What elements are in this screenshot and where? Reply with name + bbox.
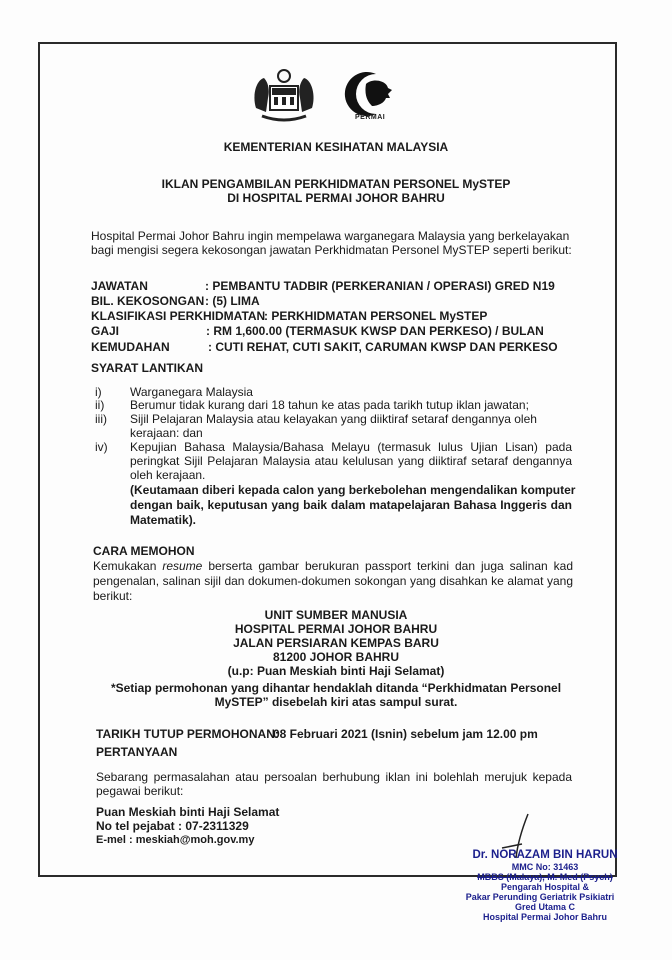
detail-label-klasifikasi: KLASIFIKASI PERKHIDMATAN — [91, 309, 266, 323]
signatory-position: Pengarah Hospital & — [500, 882, 590, 892]
cara-line2: pengenalan, salinan sijil dan dokumen-dokumen sokongan yang disahkan ke alamat yang — [93, 574, 573, 588]
address-line1: UNIT SUMBER MANUSIA — [264, 608, 408, 622]
notice-line1: *Setiap permohonan yang dihantar hendaklah ditanda “Perkhidmatan Personel — [110, 681, 562, 695]
permai-logo-text: PERMAI — [355, 114, 386, 121]
signatory-mmc: MMC No: 31463 — [511, 862, 579, 872]
closing-value: 08 Februari 2021 (Isnin) sebelum jam 12.00 pm — [273, 727, 538, 741]
intro-line1: Hospital Permai Johor Bahru ingin mempelawa warganegara Malaysia yang berkelayakan — [91, 229, 570, 243]
detail-label-gaji: GAJI — [91, 324, 120, 338]
address-line4: 81200 JOHOR BAHRU — [272, 650, 400, 664]
syarat-note-line3: Matematik). — [130, 513, 197, 527]
intro-line2: bagi mengisi segera kekosongan jawatan Perkhidmatan Personel MySTEP seperti berikut: — [91, 243, 572, 257]
ad-title-line2: DI HOSPITAL PERMAI JOHOR BAHRU — [227, 191, 445, 205]
syarat-note-line1: (Keutamaan diberi kepada calon yang berkebolehan mengendalikan komputer — [130, 483, 576, 497]
contact-phone: No tel pejabat : 07-2311329 — [96, 819, 249, 833]
signatory-grade: Gred Utama C — [514, 902, 576, 912]
ministry-heading: KEMENTERIAN KESIHATAN MALAYSIA — [223, 140, 449, 154]
signatory-hospital: Hospital Permai Johor Bahru — [482, 912, 608, 922]
syarat-item-4-line1: Kepujian Bahasa Malaysia/Bahasa Melayu (termasuk lulus Ujian Lisan) pada — [130, 440, 572, 454]
cara-line1-em: resume — [162, 559, 203, 573]
detail-value-kekosongan: : (5) LIMA — [205, 294, 260, 308]
syarat-item-4-line3: oleh kerajaan. — [130, 468, 206, 482]
detail-value-klasifikasi: : PERKHIDMATAN PERSONEL MySTEP — [264, 309, 488, 323]
syarat-heading: SYARAT LANTIKAN — [91, 361, 204, 375]
pertanyaan-line2: pegawai berikut: — [96, 784, 184, 798]
address-line3: JALAN PERSIARAN KEMPAS BARU — [233, 636, 439, 650]
syarat-item-1: Warganegara Malaysia — [130, 385, 253, 399]
syarat-num-4: iv) — [95, 440, 108, 454]
pertanyaan-line1: Sebarang permasalahan atau persoalan berhubung iklan ini bolehlah merujuk kepada — [96, 770, 572, 784]
syarat-note-line2: dengan baik, keputusan yang baik dalam matapelajaran Bahasa Inggeris dan — [130, 498, 572, 512]
syarat-item-3-line1: Sijil Pelajaran Malaysia atau kelayakan yang diiktiraf setaraf dengannya oleh — [130, 412, 537, 426]
syarat-item-4-line2: peringkat Sijil Pelajaran Malaysia atau kelulusan yang diiktiraf setaraf dengannya — [130, 454, 572, 468]
pertanyaan-heading: PERTANYAAN — [96, 745, 178, 759]
detail-label-kemudahan: KEMUDAHAN — [91, 340, 170, 354]
address-line5: (u.p: Puan Meskiah binti Haji Selamat) — [227, 664, 445, 678]
ad-title-line1: IKLAN PENGAMBILAN PERKHIDMATAN PERSONEL MySTEP — [161, 177, 511, 191]
detail-value-gaji: : RM 1,600.00 (TERMASUK KWSP DAN PERKESO) / BULAN — [206, 324, 544, 338]
signatory-qualification: MBBS (Malaya), M. Med (Psych) — [477, 872, 613, 882]
cara-line1-pre: Kemukakan — [93, 559, 163, 573]
closing-label: TARIKH TUTUP PERMOHONAN: — [96, 727, 279, 741]
cara-line3: berikut: — [93, 589, 133, 603]
detail-value-kemudahan: : CUTI REHAT, CUTI SAKIT, CARUMAN KWSP DAN PERKESO — [208, 340, 558, 354]
syarat-num-2: ii) — [95, 398, 105, 412]
syarat-item-3-line2: kerajaan: dan — [130, 426, 203, 440]
detail-value-jawatan: : PEMBANTU TADBIR (PERKERANIAN / OPERASI) GRED N19 — [205, 279, 555, 293]
coat-of-arms-icon — [250, 68, 318, 124]
syarat-num-3: iii) — [95, 412, 107, 426]
cara-line1 — [93, 560, 573, 573]
contact-email: E-mel : meskiah@moh.gov.my — [96, 834, 255, 846]
signatory-specialty: Pakar Perunding Geriatrik Psikiatri — [465, 892, 615, 902]
cara-heading: CARA MEMOHON — [93, 544, 195, 558]
signatory-name: Dr. NORAZAM BIN HARUN — [472, 849, 618, 861]
address-line2: HOSPITAL PERMAI JOHOR BAHRU — [234, 622, 438, 636]
contact-name: Puan Meskiah binti Haji Selamat — [96, 805, 280, 819]
syarat-num-1: i) — [95, 385, 102, 399]
detail-label-jawatan: JAWATAN — [91, 279, 148, 293]
notice-line2: MySTEP” disebelah kiri atas sampul surat. — [214, 695, 458, 709]
detail-label-kekosongan: BIL. KEKOSONGAN — [91, 294, 205, 308]
cara-line1-post: berserta gambar berukuran passport terkini dan juga salinan kad — [202, 559, 573, 573]
syarat-item-2: Berumur tidak kurang dari 18 tahun ke atas pada tarikh tutup iklan jawatan; — [130, 398, 529, 412]
